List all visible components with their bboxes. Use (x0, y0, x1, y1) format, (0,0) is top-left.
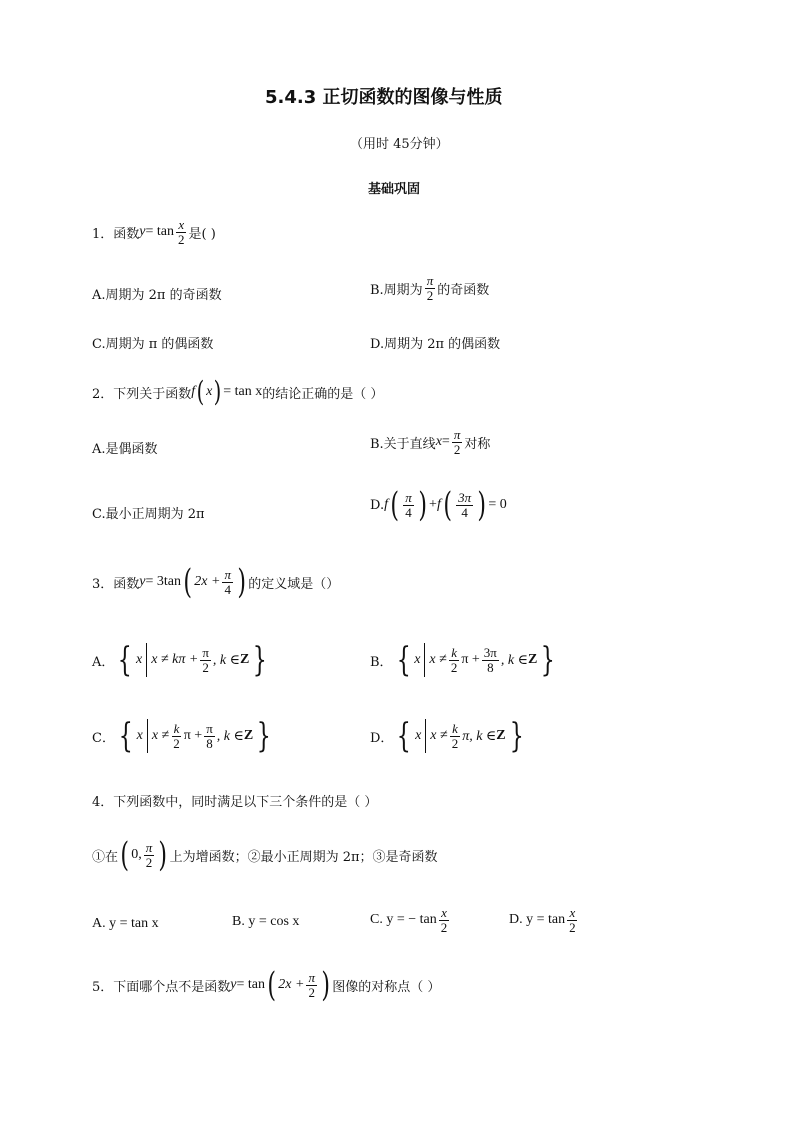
q2-prefix: 2．下列关于函数 (92, 386, 192, 402)
q2-arg: x (206, 384, 213, 399)
q4-c-prefix: C. y = − tan (370, 912, 437, 928)
q1-suffix: 是( ) (188, 226, 216, 242)
q4-num: π (145, 839, 153, 855)
q3-c-den2: 8 (206, 735, 213, 751)
q2-b-prefix: B.关于直线 (370, 436, 436, 452)
q3-c-rbrace: } (256, 716, 272, 756)
q2-func: f (191, 384, 196, 399)
q3-a-rbrace: } (253, 640, 268, 680)
q3-a-label: A． (92, 654, 115, 670)
q3-option-c[interactable] (92, 716, 275, 756)
q2-option-d[interactable] (370, 485, 507, 525)
q3-b-tail: , k ∈ (500, 652, 528, 668)
q2-d-num2: 3π (458, 489, 472, 505)
q3-inner: 2x + (194, 574, 221, 589)
q4-option-a[interactable]: A. y = tan x (92, 916, 159, 931)
q3-lparen: ( (183, 562, 192, 602)
q3-c-bar (147, 719, 148, 753)
q3-option-b[interactable] (370, 640, 559, 680)
q4-option-b[interactable]: B. y = cos x (232, 914, 300, 929)
question-2-stem (92, 375, 384, 408)
q4-cond-prefix: ①在 (92, 849, 119, 865)
q3-d-num: k (452, 720, 458, 736)
q3-fraction (222, 568, 233, 596)
q3-eq: = 3tan (145, 574, 181, 589)
q1-b-fraction (425, 274, 436, 302)
q3-b-den2: 8 (487, 659, 494, 675)
q3-b-cond: x ≠ (429, 652, 447, 667)
q4-option-c[interactable] (370, 906, 451, 934)
q3-b-bar (424, 643, 425, 677)
q3-a-lbrace: { (118, 640, 133, 680)
q3-den: 4 (224, 581, 231, 597)
q3-b-mid: π + (461, 652, 480, 667)
q1-b-num: π (426, 273, 434, 288)
q4-d-num: x (569, 905, 576, 920)
q5-num: π (308, 969, 315, 985)
q3-c-label: C． (92, 730, 115, 746)
q4-lparen: ( (120, 835, 129, 875)
q3-b-rbrace: } (541, 640, 556, 680)
q3-a-tail: , k ∈ (212, 652, 240, 668)
q5-suffix: 图像的对称点（ ） (332, 979, 441, 995)
q3-c-var: x (136, 728, 143, 743)
q2-b-var: x (435, 434, 442, 450)
q2-d-fraction2 (456, 491, 473, 519)
q3-y: y (139, 574, 146, 589)
q3-b-lbrace: { (396, 640, 411, 680)
q3-c-lbrace: { (118, 716, 133, 756)
q3-d-cond: x ≠ (430, 728, 448, 743)
q3-d-rbrace: } (509, 716, 524, 756)
q3-d-bar (425, 719, 426, 753)
q3-d-var: x (415, 728, 422, 743)
q2-d-den1: 4 (405, 504, 412, 520)
q3-d-z: Z (496, 728, 506, 743)
q4-interval-left: 0, (131, 847, 142, 862)
question-4-stem: 4．下列函数中，同时满足以下三个条件的是（ ） (92, 795, 378, 810)
q4-d-prefix: D. y = tan (509, 912, 566, 928)
q2-b-eq: = (441, 434, 450, 450)
q2-option-c[interactable]: C.最小正周期为 2π (92, 507, 205, 522)
q1-option-a[interactable]: A.周期为 2π 的奇函数 (92, 288, 222, 303)
q3-b-z: Z (527, 652, 538, 667)
q2-option-a[interactable]: A.是偶函数 (92, 442, 158, 457)
q3-a-z: Z (239, 652, 250, 667)
q2-d-fraction1 (403, 491, 414, 519)
question-5-stem (92, 965, 441, 1005)
q1-fraction (176, 218, 187, 246)
q3-d-lbrace: { (397, 716, 412, 756)
q5-fraction (306, 971, 317, 999)
q3-b-label: B． (370, 654, 393, 670)
q1-option-d[interactable]: D.周期为 2π 的偶函数 (370, 337, 501, 352)
q4-conditions (92, 835, 438, 875)
question-1-stem (92, 218, 216, 246)
q2-eq: = tan x (223, 384, 263, 399)
q3-prefix: 3．函数 (92, 576, 140, 592)
q5-den: 2 (308, 984, 315, 1000)
q3-a-fraction (200, 646, 211, 674)
q2-d-prefix: D. (370, 497, 385, 513)
q3-a-num: π (202, 644, 209, 660)
q4-cond-suffix: 上为增函数；②最小正周期为 2π；③是奇函数 (169, 849, 438, 865)
q3-c-num: k (173, 720, 180, 736)
q4-den: 2 (145, 854, 153, 870)
q2-d-num1: π (405, 489, 412, 505)
q1-num: x (178, 217, 185, 232)
q2-lparen: ( (196, 375, 205, 408)
q3-d-fraction (450, 722, 461, 750)
q3-d-tail: π, k ∈ (462, 728, 497, 744)
q2-d-rparen2: ) (477, 485, 487, 525)
q2-d-lparen2: ( (443, 485, 452, 525)
page-title: 5.4.3 正切函数的图像与性质 (265, 87, 503, 108)
q3-b-var: x (414, 652, 421, 667)
q3-a-var: x (136, 652, 143, 667)
q2-option-b[interactable] (370, 428, 490, 456)
q4-c-den: 2 (440, 919, 448, 935)
q3-d-label: D． (370, 730, 394, 746)
q3-option-a[interactable] (92, 640, 271, 680)
q2-b-den: 2 (453, 441, 461, 457)
q3-c-tail: , k ∈ (216, 728, 244, 744)
q2-b-num: π (453, 427, 461, 442)
q3-a-bar (146, 643, 147, 677)
q4-d-fraction (567, 906, 578, 934)
q3-a-cond: x ≠ kπ + (151, 652, 199, 667)
q2-d-suffix: = 0 (488, 497, 507, 512)
q1-option-c[interactable]: C.周期为 π 的偶函数 (92, 337, 214, 352)
q2-b-suffix: 对称 (464, 436, 491, 452)
q3-c-fraction2 (204, 722, 215, 750)
q3-suffix: 的定义域是（） (248, 576, 340, 592)
q5-rparen: ) (321, 965, 330, 1005)
q5-lparen: ( (267, 965, 276, 1005)
q2-suffix: 的结论正确的是（ ） (262, 386, 384, 402)
q4-option-d[interactable] (509, 906, 580, 934)
q5-prefix: 5．下面哪个点不是函数 (92, 979, 231, 995)
q2-rparen: ) (213, 375, 222, 408)
q3-d-den: 2 (451, 735, 459, 751)
q3-c-den: 2 (173, 735, 180, 751)
q3-b-fraction1 (449, 646, 460, 674)
q4-rparen: ) (158, 835, 168, 875)
q3-c-z: Z (243, 728, 254, 743)
q2-d-rparen1: ) (418, 485, 427, 525)
q1-b-prefix: B.周期为 (370, 282, 423, 298)
q3-option-d[interactable] (370, 716, 527, 756)
q5-y: y (230, 977, 237, 992)
q4-c-fraction (439, 906, 450, 934)
q1-option-b[interactable] (370, 274, 489, 302)
q5-inner: 2x + (278, 977, 305, 992)
q4-d-den: 2 (569, 919, 576, 935)
question-3-stem (92, 562, 340, 602)
q3-num: π (224, 566, 231, 582)
q3-b-fraction2 (482, 646, 499, 674)
q5-eq: = tan (236, 977, 265, 992)
q3-c-mid: π + (183, 728, 203, 743)
q3-b-num: k (451, 644, 457, 660)
q1-den: 2 (178, 231, 185, 247)
q4-fraction (144, 841, 155, 869)
q1-b-suffix: 的奇函数 (437, 282, 490, 298)
q3-rparen: ) (237, 562, 246, 602)
q2-d-f2: f (436, 497, 441, 512)
page-subtitle: （用时 45分钟） (350, 137, 449, 152)
q1-prefix: 1．函数 (92, 226, 140, 242)
q1-y: y (139, 224, 146, 240)
q1-b-den: 2 (426, 287, 434, 303)
q2-d-plus: + (429, 497, 437, 512)
q1-eq: = tan (145, 224, 174, 240)
q3-c-cond: x ≠ (151, 728, 170, 743)
q3-b-num2: 3π (483, 644, 497, 660)
q4-c-num: x (441, 905, 447, 920)
q2-d-f1: f (384, 497, 388, 512)
q3-c-fraction1 (171, 722, 182, 750)
q3-b-den: 2 (450, 659, 458, 675)
q3-c-num2: π (206, 720, 213, 736)
q2-d-den2: 4 (461, 504, 468, 520)
section-heading: 基础巩固 (368, 182, 421, 197)
q3-a-den: 2 (202, 659, 209, 675)
q2-d-lparen1: ( (390, 485, 399, 525)
q2-b-fraction (452, 428, 463, 456)
